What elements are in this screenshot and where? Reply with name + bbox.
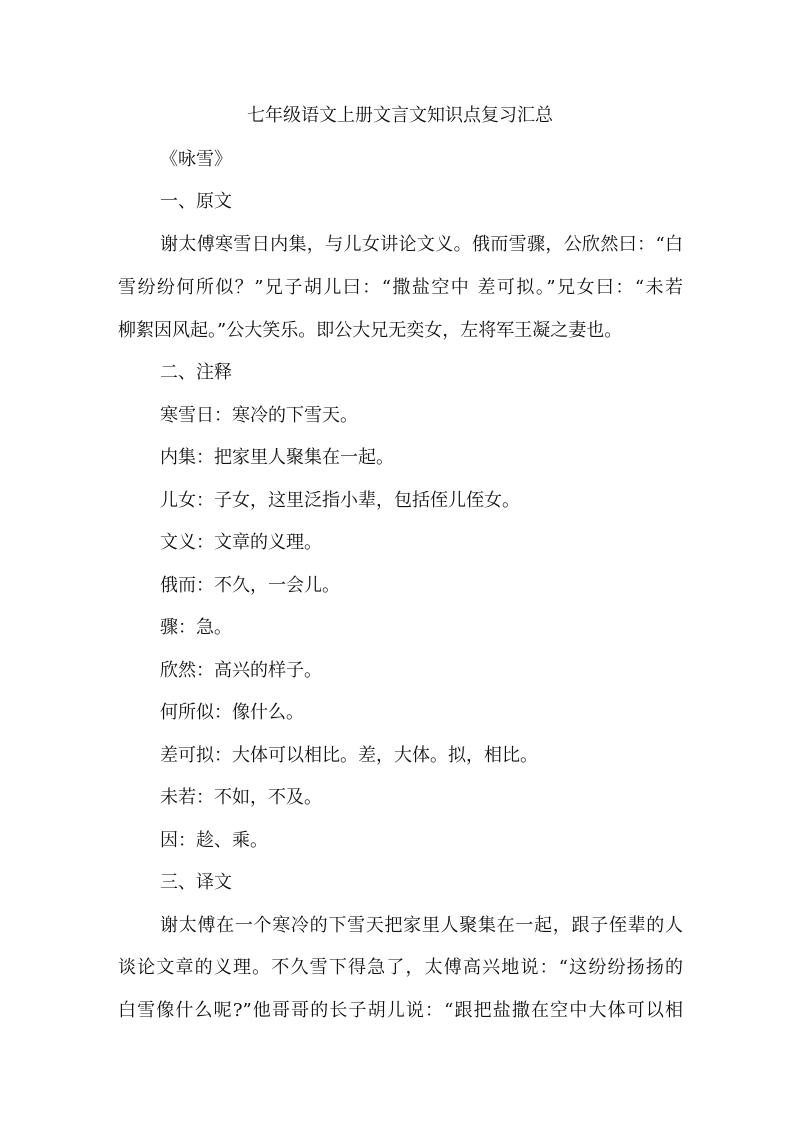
lesson-title: 《咏雪》: [160, 149, 232, 170]
note-item: 俄而：不久，一会儿。: [160, 575, 340, 596]
original-text-line: 柳絮因风起。”公大笑乐。即公大兄无奕女，左将军王凝之妻也。: [118, 320, 623, 341]
original-text-line: 谢太傅寒雪日内集，与儿女讲论文义。俄而雪骤，公欣然曰：“白: [160, 234, 683, 255]
note-item: 差可拟：大体可以相比。差，大体。拟，相比。: [160, 745, 538, 766]
translation-text-line: 白雪像什么呢?”他哥哥的长子胡儿说：“跟把盐撒在空中大体可以相: [118, 1000, 683, 1021]
section-heading-translation: 三、译文: [160, 872, 232, 893]
original-text-line: 雪纷纷何所似？”兄子胡儿曰：“撒盐空中 差可拟。”兄女曰：“未若: [118, 277, 683, 298]
note-item: 欣然：高兴的样子。: [160, 660, 322, 681]
note-item: 未若：不如，不及。: [160, 787, 322, 808]
section-heading-notes: 二、注释: [160, 362, 232, 383]
document-title: 七年级语文上册文言文知识点复习汇总: [247, 105, 553, 126]
note-item: 儿女：子女，这里泛指小辈，包括侄儿侄女。: [160, 490, 520, 511]
translation-text-line: 谈论文章的义理。不久雪下得急了，太傅高兴地说：“这纷纷扬扬的: [118, 957, 683, 978]
note-item: 何所似：像什么。: [160, 702, 304, 723]
note-item: 骤：急。: [160, 617, 232, 638]
section-heading-original: 一、原文: [160, 191, 232, 212]
note-item: 寒雪日：寒冷的下雪天。: [160, 405, 358, 426]
translation-text-line: 谢太傅在一个寒冷的下雪天把家里人聚集在一起，跟子侄辈的人: [160, 915, 683, 936]
note-item: 因：趁、乘。: [160, 830, 268, 851]
note-item: 文义：文章的义理。: [160, 532, 322, 553]
note-item: 内集：把家里人聚集在一起。: [160, 447, 394, 468]
